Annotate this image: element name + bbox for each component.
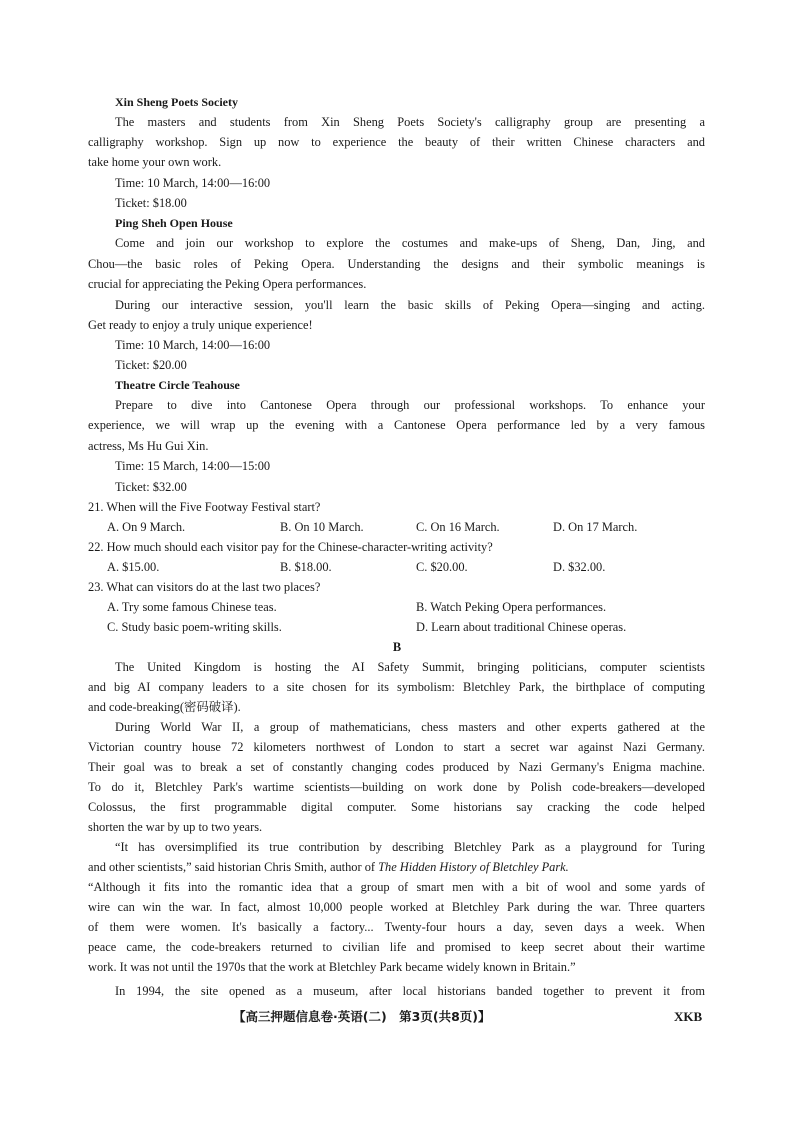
- question-22-option-d[interactable]: D. $32.00.: [553, 560, 606, 574]
- paragraph-line: work. It was not until the 1970s that the work at Bletchley Park became widely known in Britain.”: [88, 960, 576, 974]
- paragraph-line: “It has oversimplified its true contribution by describing Bletchley Park as a playground for Turing: [115, 840, 705, 854]
- book-title: The Hidden History of Bletchley Park.: [378, 860, 569, 874]
- question-21-option-b[interactable]: B. On 10 March.: [280, 520, 364, 534]
- paragraph-line: actress, Ms Hu Gui Xin.: [88, 439, 209, 453]
- paragraph-line: Come and join our workshop to explore the costumes and make-ups of Sheng, Dan, Jing, and: [115, 236, 705, 250]
- paragraph-line: The masters and students from Xin Sheng Poets Society's calligraphy group are presenting a: [115, 115, 705, 129]
- event-time: Time: 15 March, 14:00—15:00: [115, 459, 271, 473]
- paragraph-line: and other scientists,” said historian Chris Smith, author of: [88, 860, 376, 874]
- paragraph-line: Get ready to enjoy a truly unique experience!: [88, 318, 313, 332]
- section-title-xin-sheng: Xin Sheng Poets Society: [115, 95, 238, 109]
- section-title-ping-sheh: Ping Sheh Open House: [115, 216, 233, 230]
- question-21-option-a[interactable]: A. On 9 March.: [107, 520, 186, 534]
- paragraph-line: experience, we will wrap up the evening with a Cantonese Opera performance led by a very famous: [88, 418, 705, 432]
- paragraph-line: crucial for appreciating the Peking Opera performances.: [88, 277, 367, 291]
- paragraph-line: Colossus, the first programmable digital computer. Some historians say cracking the code helped: [88, 800, 705, 814]
- question-22-stem: 22. How much should each visitor pay for the Chinese-character-writing activity?: [88, 540, 493, 554]
- paragraph-line: and big AI company leaders to a site chosen for its symbolism: Bletchley Park, the birthplace of computing: [88, 680, 705, 694]
- question-23-stem: 23. What can visitors do at the last two places?: [88, 580, 321, 594]
- paragraph-line: and code-breaking(密码破译).: [88, 700, 241, 714]
- question-21-option-d[interactable]: D. On 17 March.: [553, 520, 638, 534]
- question-22-option-c[interactable]: C. $20.00.: [416, 560, 468, 574]
- paragraph-line: of them were women. It's basically a factory... Twenty-four hours a day, seven days a week. When: [88, 920, 705, 934]
- event-ticket: Ticket: $32.00: [115, 480, 187, 494]
- page-footer: 【高三押题信息卷·英语(二) 第3页(共8页)】: [233, 1009, 491, 1024]
- paragraph-line: Chou—the basic roles of Peking Opera. Understanding the designs and their symbolic meanings is: [88, 257, 705, 271]
- paragraph-line: Prepare to dive into Cantonese Opera through our professional workshops. To enhance your: [115, 398, 705, 412]
- question-23-option-d[interactable]: D. Learn about traditional Chinese operas.: [416, 620, 627, 634]
- passage-heading: B: [392, 640, 402, 654]
- paragraph-line: wire can win the war. In fact, almost 10,000 people worked at Bletchley Park during the war. Three quarters: [88, 900, 705, 914]
- paragraph-line: In 1994, the site opened as a museum, after local historians banded together to prevent it from: [115, 984, 705, 998]
- paragraph-line: “Although it fits into the romantic idea that a group of smart men with a bit of wool and some yards of: [88, 880, 705, 894]
- question-23-option-c[interactable]: C. Study basic poem-writing skills.: [107, 620, 282, 634]
- paragraph-line: Their goal was to break a set of constantly changing codes produced by Nazi Germany's Enigma machine.: [88, 760, 705, 774]
- paragraph-line: peace came, the code-breakers returned to civilian life and promised to keep secret about their wartime: [88, 940, 705, 954]
- question-23-option-b[interactable]: B. Watch Peking Opera performances.: [416, 600, 607, 614]
- question-21-option-c[interactable]: C. On 16 March.: [416, 520, 500, 534]
- paragraph-line: During our interactive session, you'll learn the basic skills of Peking Opera—singing and acting.: [115, 298, 705, 312]
- paragraph-line: Victorian country house 72 kilometers northwest of London to start a secret war against Nazi Germany.: [88, 740, 705, 754]
- paragraph-line: To do it, Bletchley Park's wartime scientists—building on work done by Polish code-breakers—developed: [88, 780, 705, 794]
- paragraph-line: take home your own work.: [88, 155, 222, 169]
- footer-code: XKB: [674, 1009, 703, 1024]
- paragraph-line: The United Kingdom is hosting the AI Safety Summit, bringing politicians, computer scientists: [115, 660, 705, 674]
- paragraph-line: During World War II, a group of mathematicians, chess masters and other experts gathered at the: [115, 720, 705, 734]
- question-22-option-b[interactable]: B. $18.00.: [280, 560, 332, 574]
- event-time: Time: 10 March, 14:00—16:00: [115, 176, 271, 190]
- question-23-option-a[interactable]: A. Try some famous Chinese teas.: [107, 600, 277, 614]
- paragraph-line: shorten the war by up to two years.: [88, 820, 263, 834]
- paragraph-line-with-title: [88, 858, 569, 876]
- event-time: Time: 10 March, 14:00—16:00: [115, 338, 271, 352]
- question-21-stem: 21. When will the Five Footway Festival start?: [88, 500, 321, 514]
- section-title-theatre-circle: Theatre Circle Teahouse: [115, 378, 240, 392]
- event-ticket: Ticket: $20.00: [115, 358, 187, 372]
- event-ticket: Ticket: $18.00: [115, 196, 187, 210]
- paragraph-line: calligraphy workshop. Sign up now to experience the beauty of their written Chinese characters and: [88, 135, 705, 149]
- question-22-option-a[interactable]: A. $15.00.: [107, 560, 160, 574]
